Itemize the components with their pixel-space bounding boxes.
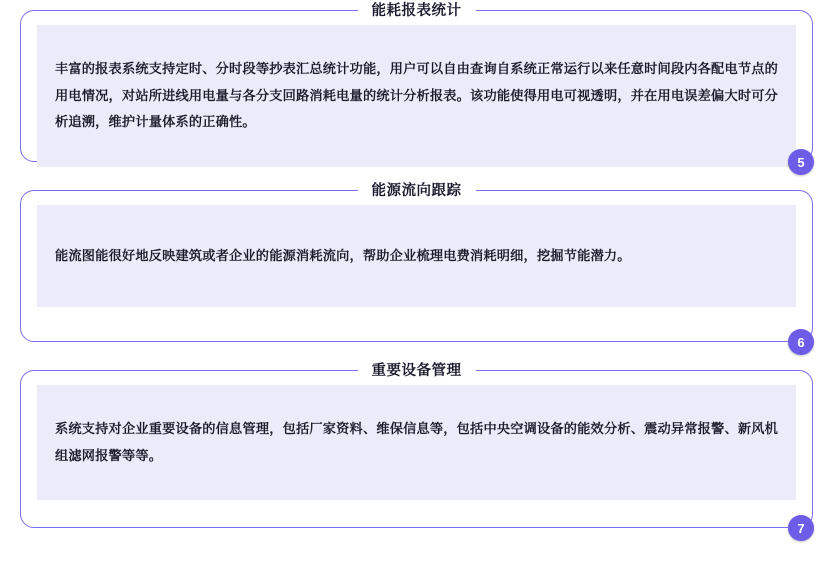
section-number-badge: 5 [788, 149, 814, 175]
section-energy-flow [20, 183, 813, 350]
section-title: 能耗报表统计 [358, 0, 476, 22]
document-page [0, 3, 835, 576]
section-number-badge: 7 [788, 515, 814, 541]
section-title: 能源流向跟踪 [358, 180, 476, 202]
section-body-panel [37, 205, 796, 307]
section-title: 重要设备管理 [358, 360, 476, 382]
section-paragraph: 能流图能很好地反映建筑或者企业的能源消耗流向，帮助企业梳理电费消耗明细，挖掘节能潜力。 [55, 247, 631, 263]
section-paragraph: 系统支持对企业重要设备的信息管理，包括厂家资料、维保信息等，包括中央空调设备的能效分析、震动异常报警、新风机组滤网报警等等。 [55, 421, 778, 463]
section-body [21, 11, 812, 181]
section-energy-report [20, 3, 813, 170]
section-body-panel [37, 25, 796, 167]
section-card [20, 363, 813, 536]
section-card [20, 183, 813, 350]
section-body [21, 371, 812, 514]
section-card [20, 3, 813, 170]
section-equipment-management [20, 363, 813, 536]
section-paragraph: 丰富的报表系统支持定时、分时段等抄表汇总统计功能，用户可以自由查询自系统正常运行以来任意时间段内各配电节点的用电情况，对站所进线用电量与各分支回路消耗电量的统计分析报表。该功能使得用电可视透明，并在用电误差偏大时可分析追溯，维护计量体系的正确性。 [55, 61, 778, 129]
section-body-panel [37, 385, 796, 500]
section-number-badge: 6 [788, 329, 814, 355]
section-body [21, 191, 812, 321]
